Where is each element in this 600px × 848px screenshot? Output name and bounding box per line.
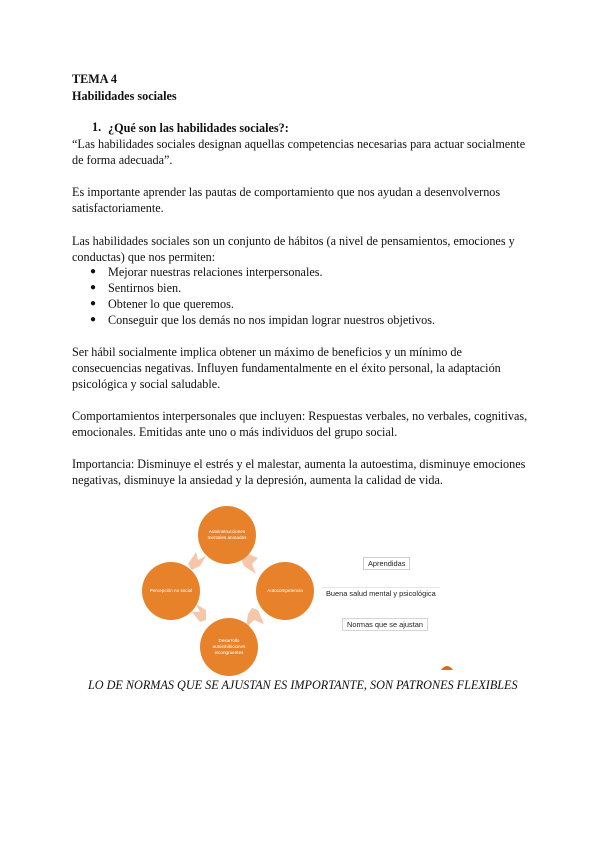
footer-note: LO DE NORMAS QUE SE AJUSTAN ES IMPORTANTE, SON PATRONES FLEXIBLES bbox=[88, 678, 518, 692]
bullet-icon: ● bbox=[90, 314, 97, 325]
tema-subtitle: Habilidades sociales bbox=[72, 89, 177, 103]
quote-line-1: “Las habilidades sociales designan aquellas competencias necesarias para actuar socialmente bbox=[72, 137, 526, 151]
bullet-item: Sentirnos bien. bbox=[108, 281, 182, 295]
tema-title: TEMA 4 bbox=[72, 72, 118, 86]
bullet-item: Obtener lo que queremos. bbox=[108, 297, 234, 311]
para3-line-2: consecuencias negativas. Influyen fundamentalmente en el éxito personal, la adaptación bbox=[72, 361, 501, 375]
quote-line-2: de forma adecuada”. bbox=[72, 153, 173, 167]
label-aprendidas: Aprendidas bbox=[363, 557, 410, 570]
para1-line-2: satisfactoriamente. bbox=[72, 201, 164, 215]
para4-line-2: emocionales. Emitidas ante uno o más individuos del grupo social. bbox=[72, 425, 398, 439]
label-salud-mental: Buena salud mental y psicológica bbox=[322, 587, 440, 599]
bullet-item: Conseguir que los demás no nos impidan lograr nuestros objetivos. bbox=[108, 313, 435, 327]
bullet-item: Mejorar nuestras relaciones interpersonales. bbox=[108, 265, 323, 279]
bullet-icon: ● bbox=[90, 282, 97, 293]
para3-line-1: Ser hábil socialmente implica obtener un máximo de beneficios y un mínimo de bbox=[72, 345, 462, 359]
arrow-top-left bbox=[188, 552, 206, 570]
cycle-circle-top: Autoinstrucciones mentales anotadas bbox=[198, 506, 256, 564]
section-number: 1. bbox=[92, 120, 102, 134]
para2-line-1: Las habilidades sociales son un conjunto de hábitos (a nivel de pensamientos, emociones y bbox=[72, 234, 515, 248]
small-mark-icon bbox=[440, 662, 454, 672]
cycle-circle-bottom: Desarrollo autoinhibiciones incongruentes bbox=[200, 618, 258, 676]
cycle-circle-right: Autocompetencia bbox=[256, 562, 314, 620]
para5-line-2: negativas, disminuye la ansiedad y la depresión, aumenta la calidad de vida. bbox=[72, 473, 443, 487]
para2-line-2: conductas) que nos permiten: bbox=[72, 250, 216, 264]
bullet-icon: ● bbox=[90, 298, 97, 309]
bullet-icon: ● bbox=[90, 266, 97, 277]
para4-line-1: Comportamientos interpersonales que incluyen: Respuestas verbales, no verbales, cognitivas, bbox=[72, 409, 528, 423]
section-title: ¿Qué son las habilidades sociales?: bbox=[108, 121, 289, 135]
cycle-circle-left: Percepción no social bbox=[142, 562, 200, 620]
para3-line-3: psicológica y social saludable. bbox=[72, 377, 221, 391]
label-normas: Normas que se ajustan bbox=[342, 618, 428, 631]
para5-line-1: Importancia: Disminuye el estrés y el malestar, aumenta la autoestima, disminuye emociones bbox=[72, 457, 526, 471]
para1-line-1: Es importante aprender las pautas de comportamiento que nos ayudan a desenvolvernos bbox=[72, 185, 501, 199]
